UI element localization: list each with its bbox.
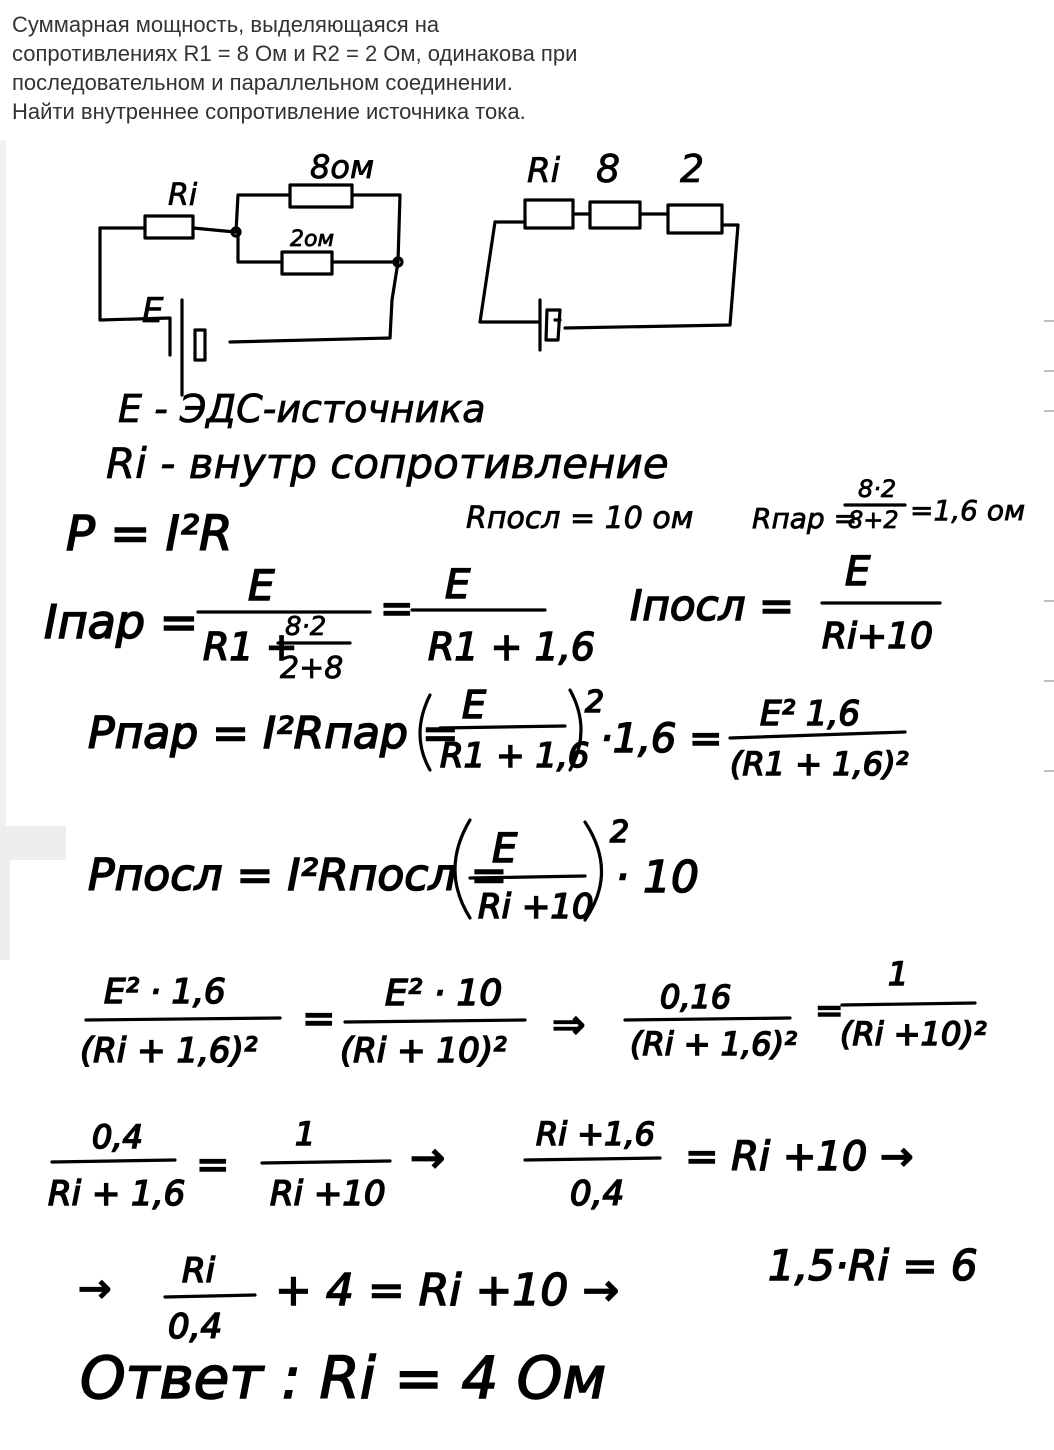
eq2-arrow: → — [410, 1133, 446, 1182]
ipos-label: Iпосл = — [630, 581, 795, 630]
label-ri: Ri — [168, 178, 198, 213]
ppar-tail: ·1,6 = — [600, 716, 723, 762]
eq1-r2den: (Ri + 1,6)² — [630, 1025, 797, 1063]
label-r1: 8ом — [310, 148, 375, 186]
label-r2: 2 — [680, 147, 705, 191]
problem-line: Найти внутреннее сопротивление источника тока. — [12, 99, 526, 124]
ppos-tail: · 10 — [615, 852, 699, 903]
eq1-rden: (Ri + 10)² — [340, 1031, 507, 1071]
ppos-label: Pпосл = I²Rпосл = — [88, 850, 508, 901]
legend-ri: Ri - внутр сопротивление — [106, 439, 669, 488]
answer: Ответ : Ri = 4 Ом — [80, 1344, 607, 1412]
eq2-tail: = Ri +10 → — [685, 1134, 914, 1180]
ipar-num: E — [248, 561, 275, 610]
label-r2: 2ом — [290, 227, 335, 252]
eq1-r3den: (Ri +10)² — [840, 1015, 987, 1053]
ipar-den-num: 8·2 — [285, 612, 327, 642]
ipar-label: Iпар = — [44, 595, 199, 649]
eq2-lden: Ri + 1,6 — [48, 1174, 186, 1214]
formula-rpar-den: 8+2 — [848, 506, 899, 534]
ppos-num: E — [492, 826, 518, 872]
formula-power: P = I²R — [66, 506, 233, 562]
eq2-rnum: 1 — [295, 1115, 316, 1153]
eq3-num: Ri — [182, 1251, 216, 1291]
eq1-eq2: = — [815, 991, 844, 1031]
problem-line: последовательном и параллельном соединении. — [12, 70, 513, 95]
problem-line: Суммарная мощность, выделяющаяся на — [12, 12, 440, 37]
ppar-power: 2 — [585, 685, 605, 720]
label-ri: Ri — [527, 151, 561, 191]
ppar-label: Pпар = I²Rпар = — [88, 708, 459, 759]
label-r1: 8 — [596, 147, 621, 191]
formula-rpar-num: 8·2 — [858, 475, 897, 503]
label-emf: E — [142, 291, 164, 331]
eq3-den: 0,4 — [168, 1307, 223, 1347]
ipar-den: R1 + — [203, 625, 298, 669]
eq1-rnum: E² · 10 — [385, 973, 503, 1014]
eq3-arrow: → — [78, 1266, 112, 1312]
formula-rpar-label: Rпар = — [752, 502, 858, 535]
ppos-power: 2 — [610, 815, 630, 850]
ipar-den2: R1 + 1,6 — [428, 625, 596, 669]
eq2-r2den: 0,4 — [570, 1174, 625, 1214]
formula-rpar-result: =1,6 ом — [910, 494, 1026, 527]
eq2-eq: = — [196, 1142, 230, 1188]
ppos-den: Ri +10 — [478, 887, 594, 927]
ipos-den: Ri+10 — [822, 616, 933, 657]
ppar-num: E — [462, 683, 487, 727]
parallel-circuit-diagram — [100, 148, 402, 395]
series-circuit-diagram — [480, 147, 738, 350]
ppar-den: R1 + 1,6 — [440, 736, 590, 776]
ipar-num2: E — [445, 562, 471, 608]
eq1-r3num: 1 — [888, 955, 909, 993]
formula-rpos: Rпосл = 10 ом — [466, 501, 694, 536]
eq1-r2num: 0,16 — [660, 978, 732, 1016]
eq1-lnum: E² · 1,6 — [104, 972, 226, 1012]
legend-emf: E - ЭДС-источника — [118, 387, 486, 431]
eq2-lnum: 0,4 — [92, 1118, 143, 1156]
ppar-rnum: E² 1,6 — [760, 694, 860, 734]
eq3-tail: + 4 = Ri +10 → — [275, 1265, 620, 1316]
eq2-rden: Ri +10 — [270, 1174, 386, 1214]
eq1-eq: = — [302, 996, 336, 1042]
ppar-rden: (R1 + 1,6)² — [730, 745, 909, 783]
problem-line: сопротивлениях R1 = 8 Ом и R2 = 2 Ом, одинакова при — [12, 41, 578, 66]
eq1-arrow: ⇒ — [552, 1002, 586, 1048]
eq2-r2num: Ri +1,6 — [536, 1115, 655, 1153]
eq3-result: 1,5·Ri = 6 — [768, 1241, 978, 1290]
eq1-lden: (Ri + 1,6)² — [80, 1031, 258, 1071]
ipar-den-den: 2+8 — [280, 651, 344, 686]
ipar-eq: = — [380, 586, 414, 632]
ipos-num: E — [845, 549, 871, 595]
